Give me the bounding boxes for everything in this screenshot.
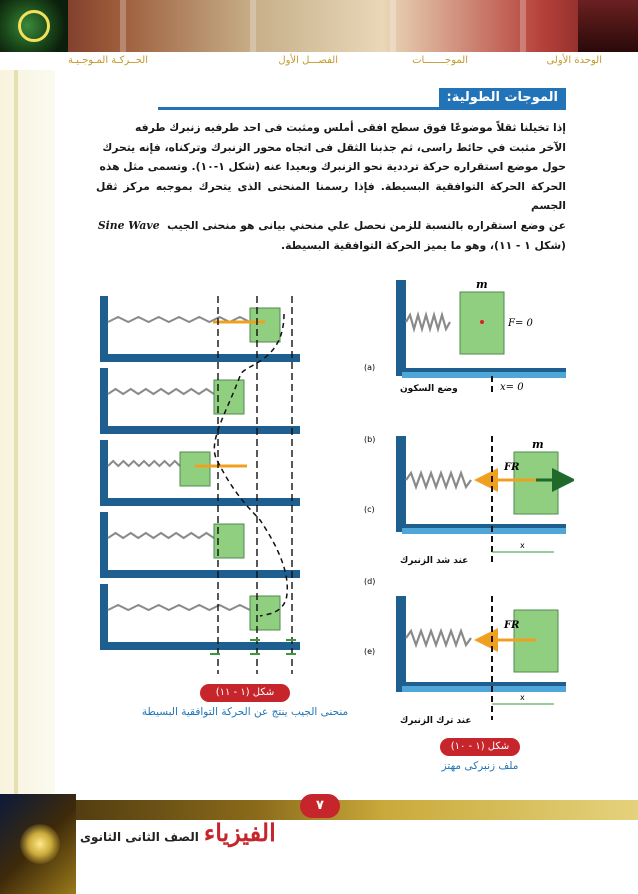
figure-11-subcaption: منحنى الجيب ينتج عن الحركة التوافقية البسيطة [141,706,349,718]
panel-floor [100,426,300,434]
force-zero-label: F= 0 [508,318,533,329]
spring-coil [406,473,471,487]
page-number: ٧ [300,794,340,818]
spring-coil [406,315,450,329]
stretch-label: عند شد الزنبرك [400,556,469,566]
rest-position-label: وضع السكون [400,384,458,394]
footer-grade: الصف الثانى الثانوى [80,830,199,844]
panel-spring [108,389,214,394]
left-margin-decoration [0,70,55,794]
spring-diagram [396,276,574,776]
figure-10-caption: شكل (١ - ١٠) [440,738,520,756]
panel-mass [250,596,280,630]
panel-label-c: (c) [364,505,375,514]
panel-floor [100,354,300,362]
mass-label-stretched: m [532,438,544,451]
footer-corner-decoration [0,794,76,894]
breadcrumb-section: الحــركـة المـوجـيـة [67,55,148,66]
section-paragraph [96,118,566,255]
release-label: عند ترك الزنبرك [400,716,472,726]
sine-curve-diagram [100,294,390,734]
panel-wall [100,584,108,650]
paragraph-line: الحركة الحركة التوافقية البسيطة. فإذا رسمنا المنحنى الذى يتحرك بموجبه مركز ثقل الجسم [96,179,566,213]
panel-wall [100,368,108,434]
paragraph-line: عن وضع استقراره بالنسبة للزمن نحصل علي منحني بيانى هو منحنى الجيب [167,218,566,232]
panel-spring [108,461,180,466]
panel-mass [250,308,280,342]
panel-wall [100,296,108,362]
sine-wave-term: Sine Wave [97,218,160,232]
figure-11-caption: شكل (١ - ١١) [200,684,290,702]
force-label-stretched: FR [504,462,520,473]
breadcrumb-unit: الوحدة الأولى [546,55,602,66]
panel-floor [100,570,300,578]
figure-sine-curve [100,294,390,734]
spring-panel-rest [396,278,566,396]
paragraph-line: الآخر مثبت في حائط راسى، ثم جذبنا الثقل فى اتجاه محور الزنبرك وتركناه، فإنه يتحرك [102,140,566,154]
breadcrumb-topic: الموجـــــــات [412,55,468,66]
figure-10-subcaption: ملف زنبركى مهتز [441,760,519,772]
x-label-stretched: x [520,541,525,550]
spring-coil [406,631,471,645]
footer-subject: الفيزياء [203,818,276,847]
panel-label-d: (d) [364,577,376,586]
panel-spring [108,533,214,538]
paragraph-line: إذا تخيلنا ثقلاً موضوعًا فوق سطح افقى أملس ومثبت فى احد طرفيه زنبرك طرفه [134,121,566,134]
mass-label-rest: m [476,278,488,291]
center-of-mass-dot [480,320,484,324]
panel-floor [100,498,300,506]
spring-panel-stretched [396,436,570,566]
panel-label-a: (a) [364,363,376,372]
page-footer [0,794,638,894]
panel-wall [100,512,108,578]
section-heading: الموجات الطولية: [439,88,566,110]
breadcrumb-chapter: الفصـــل الأول [278,55,338,66]
footer-book-title [80,818,280,854]
book-logo-icon [0,0,68,52]
panel-mass [180,452,210,486]
chapter-breadcrumb [0,52,638,70]
panel-spring [108,605,250,610]
force-label-released: FR [504,620,520,631]
x-zero-label: x= 0 [500,382,524,393]
panel-label-b: (b) [364,435,376,444]
header-corner-decoration [578,0,638,52]
panel-wall [100,440,108,506]
panel-floor [100,642,300,650]
spring-panel-released [396,596,566,720]
figure-oscillating-spring [396,276,574,776]
section-heading-rule [158,88,566,110]
page-header-band [0,0,638,52]
paragraph-line: (شكل ١ - ١١)، وهو ما يميز الحركة التوافقية البسيطة. [281,238,566,252]
x-label-released: x [520,693,525,702]
panel-label-e: (e) [364,647,376,656]
paragraph-line: حول موضع استقراره حركة ترددية نحو الزنبرك وبعيدا عنه (شكل ١-١٠). وتسمى مثل هذه [99,160,566,174]
paragraph-line-with-term [96,216,566,236]
